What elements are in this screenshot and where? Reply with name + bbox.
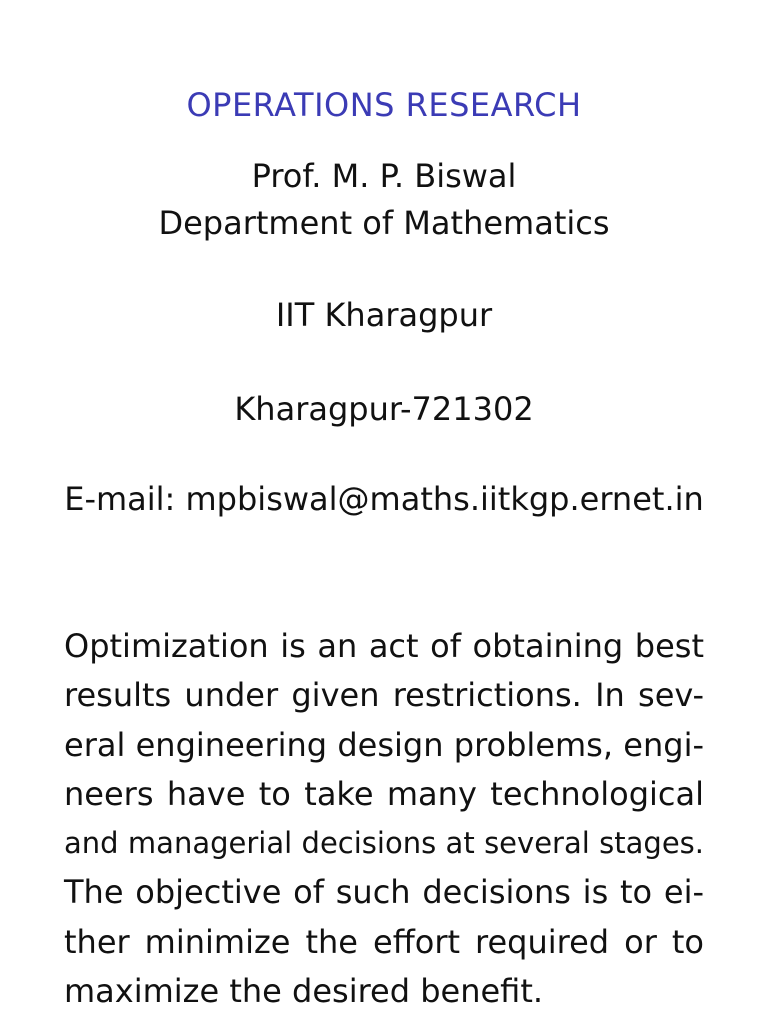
paragraph-line: maximize the desired benefit. bbox=[64, 972, 544, 1011]
paragraph-line: ther minimize the effort required or to bbox=[64, 922, 704, 961]
institute-name: IIT Kharagpur bbox=[275, 296, 493, 334]
paragraph-line: results under given restrictions. In sev- bbox=[64, 676, 704, 715]
paragraph-line: and managerial decisions at several stages. bbox=[64, 826, 704, 861]
paragraph-line: neers have to take many technological bbox=[64, 774, 704, 813]
paragraph-line: eral engineering design problems, engi- bbox=[64, 725, 704, 764]
slide-title: OPERATIONS RESEARCH bbox=[186, 86, 582, 124]
paragraph-line: Optimization is an act of obtaining best bbox=[64, 627, 704, 665]
author-name: Prof. M. P. Biswal bbox=[251, 157, 517, 195]
email-line: E-mail: mpbiswal@maths.iitkgp.ernet.in bbox=[64, 480, 704, 518]
postal-address: Kharagpur-721302 bbox=[234, 390, 534, 428]
department-name: Department of Mathematics bbox=[158, 204, 610, 242]
paragraph-line: The objective of such decisions is to ei- bbox=[64, 873, 704, 912]
intro-paragraph bbox=[64, 622, 704, 1016]
